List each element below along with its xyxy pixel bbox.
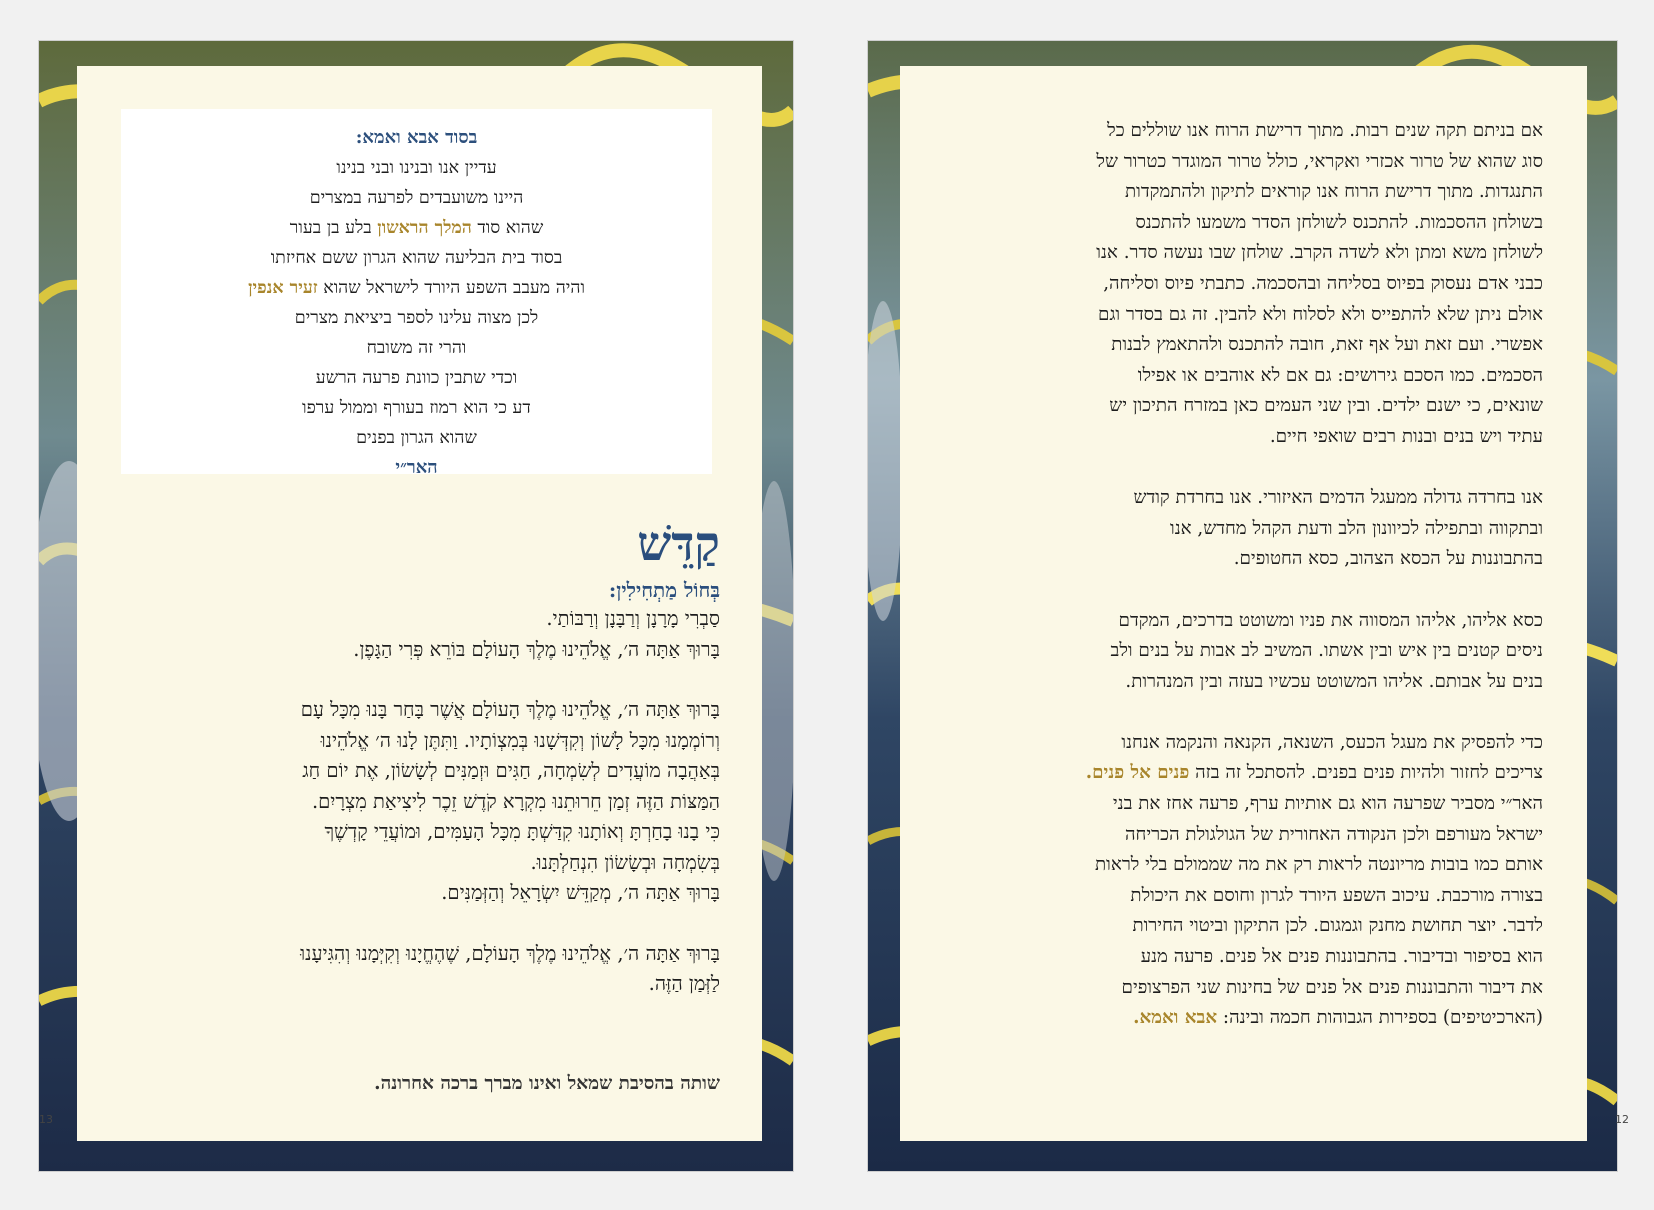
quote-line: דע כי הוא רמוז בעורף וממול ערפו — [302, 398, 531, 418]
left-page — [39, 66, 762, 1141]
essay-line: בהתבוננות על הכסא הצהוב, כסא החטופים. — [1233, 548, 1543, 570]
quote-line: היינו משועבדים לפרעה במצרים — [309, 188, 524, 208]
quote-line: וכדי שתבין כוונת פרעה הרשע — [315, 368, 518, 388]
right-page — [900, 66, 1629, 1141]
essay-line: כדי להפסיק את מעגל הכעס, השנאה, הקנאה והנקמה אנחנו — [1121, 731, 1543, 753]
essay-line: סוג שהוא של טרור אכזרי ואקראי, כולל טרור המוגדר כטרור של — [1096, 150, 1543, 172]
essay-line: לשולחן משא ומתן ולא לשדה הקרב. שולחן שבו נעשה סדר. אנו — [1096, 242, 1543, 264]
blessing-line: בָּרוּךְ אַתָּה ה׳, אֱלֹהֵינוּ מֶלֶךְ הָעוֹלָם בּוֹרֵא פְּרִי הַגָּפֶן. — [353, 637, 720, 661]
essay-line: התנגדות. מתוך דרישת הרוח אנו קוראים לתיקון ולהתמקדות — [1125, 181, 1543, 203]
quote-title: בסוד אבא ואמא: — [355, 127, 478, 148]
quote-line: לכן מצוה עלינו לספר ביציאת מצרים — [294, 308, 539, 328]
blessing-line: בְּאַהֲבָה מוֹעֲדִים לְשִׂמְחָה, חַגִּים וּזְמַנִּים לְשָׂשׂוֹן, אֶת יוֹם חַג — [302, 759, 720, 782]
essay-line: האר״י מסביר שפרעה הוא גם אותיות ערף, פרעה אחז את בני — [1112, 793, 1543, 815]
blessing-line: כִּי בָנוּ בָחַרְתָּ וְאוֹתָנוּ קִדַּשְׁתָּ מִכָּל הָעַמִּים, וּמוֹעֲדֵי קָדְשֶׁךָ — [324, 820, 720, 843]
quote-line: והיה מעבב השפע היורד לישראל שהוא זעיר אנפין — [248, 278, 585, 298]
quote-line: שהוא הגרון בפנים — [356, 428, 477, 448]
blessing-line: בָּרוּךְ אַתָּה ה׳, אֱלֹהֵינוּ מֶלֶךְ הָעוֹלָם, שֶׁהֶחֱיָנוּ וְקִיְּמָנוּ וְהִגִּיעָנוּ — [300, 941, 720, 965]
kadesh-heading: קַדֵּשׁ — [637, 516, 720, 572]
arizal-quote-box — [121, 109, 712, 478]
essay-line: בשולחן ההסכמות. להתכנס לשולחן הסדר משמעו להתכנס — [1135, 211, 1543, 233]
paragraph-gap — [110, 909, 720, 939]
quote-highlight: המלך הראשון — [377, 218, 472, 238]
essay-line: כבני אדם נעסוק בפיוס בסליחה ובהסכמה. כתבתי פיוס וסליחה, — [1103, 272, 1543, 294]
quote-signature: האר״י — [395, 457, 438, 478]
essay-line: אותם כמו בובות מריונטה לראות רק את מה שממולם בלי לראות — [1095, 854, 1543, 876]
essay-paragraph — [941, 483, 1543, 575]
essay-line: לדבר. יוצר תחושת מחנק וגמגום. לכן התיקון וביטוי החירות — [1132, 915, 1543, 937]
quote-line: שהוא סוד המלך הראשון בלע בן בעור — [289, 218, 544, 238]
quote-lines — [121, 153, 712, 453]
essay-line: אולם ניתן שלא להתפייס ולא לסלוח ולא להבין. זה גם בסדר וגם — [1097, 303, 1543, 325]
essay-line: בנים על אבותם. אליהו המשוטט עכשיו בעזה ובין המנהרות. — [1125, 670, 1543, 692]
essay-line: ובתקווה ובתפילה לכיוונון הלב ודעת הקהל מחדש, אנו — [1170, 517, 1543, 539]
essay-text — [941, 116, 1543, 1064]
page-number-left: 13 — [39, 1113, 53, 1126]
essay-line: צריכים לחזור ולהיות פנים בפנים. להסתכל זה בזה פנים אל פנים. — [1085, 762, 1543, 784]
essay-line: (הארכיטיפים) בספירות הגבוהות חכמה ובינה: אבא ואמא. — [1133, 1007, 1543, 1029]
essay-highlight: פנים אל פנים. — [1085, 762, 1190, 784]
blessing-line: בָּרוּךְ אַתָּה ה׳, אֱלֹהֵינוּ מֶלֶךְ הָעוֹלָם אֲשֶׁר בָּחַר בָּנוּ מִכָּל עָם — [300, 698, 720, 721]
blessing-line: וְרוֹמְמָנוּ מִכָּל לָשׁוֹן וְקִדְּשָׁנוּ בְּמִצְוֹתָיו. וַתִּתֶּן לָנוּ ה׳ אֱלֹהֵינוּ — [320, 728, 720, 752]
quote-line: עדיין אנו ובנינו ובני בנינו — [336, 158, 497, 178]
page-number-right: 12 — [1615, 1113, 1629, 1126]
essay-line: שונאים, כי ישנם ילדים. ובין שני העמים כאן במזרח התיכון יש — [1109, 395, 1543, 417]
essay-line: הוא בסיפור ובדיבור. בהתבוננות פנים אל פנים. פרעה מנע — [1140, 946, 1543, 968]
essay-line: את דיבור והתבוננות פנים אל פנים של בחינות שני הפרצופים — [1121, 976, 1543, 998]
kiddush-blessings — [110, 604, 720, 1000]
quote-line: והרי זה משובח — [366, 338, 467, 358]
essay-line: אנו בחרדה גדולה ממעגל הדמים האיזורי. אנו בחרדת קודש — [1133, 487, 1543, 509]
essay-paragraph — [941, 606, 1543, 698]
essay-line: בצורה מורכבת. עיכוב השפע היורד לגרון וחוסם את היכולת — [1130, 884, 1543, 906]
essay-line: כסא אליהו, אליהו המסווה את פניו ומשוטט בדרכים, המקדם — [1118, 609, 1543, 631]
blessing-line: לַזְּמַן הַזֶּה. — [648, 972, 720, 995]
essay-paragraph — [941, 116, 1543, 453]
blessing-line: הַמַּצּוֹת הַזֶּה זְמַן חֵרוּתֵנוּ מִקְרָא קֹדֶשׁ זֵכֶר לִיצִיאַת מִצְרָיִם. — [311, 789, 720, 813]
quote-line: בסוד בית הבליעה שהוא הגרון ששם אחיזתו — [270, 248, 563, 268]
essay-line: ניסים קטנים בין איש ובין אשתו. המשיב לב אבות על בנים ולב — [1110, 640, 1543, 662]
essay-line: הסכמים. כמו הסכם גירושים: גם אם לא אוהבים או אפילו — [1137, 364, 1543, 386]
essay-line: אם בניתם תקה שנים רבות. מתוך דרישת הרוח אנו שוללים כל — [1107, 120, 1543, 141]
essay-line: ישראל מעורפם ולכן הנקודה האחורית של הגולגולת הכריחה — [1125, 823, 1543, 845]
essay-highlight: אבא ואמא. — [1133, 1007, 1218, 1029]
kadesh-subheading: בְּחוֹל מַתְחִילִין: — [608, 578, 720, 602]
essay-line: עתיד ויש בנים ובנות רבים שואפי חיים. — [1269, 425, 1543, 447]
blessing-line: סַבְרִי מָרָנָן וְרַבָּנָן וְרַבּוֹתַי. — [546, 607, 720, 630]
essay-line: אפשרי. ועם זאת ועל אף זאת, חובה להתכנס ולהתאמץ לבנות — [1111, 334, 1543, 356]
drinking-instruction: שותה בהסיבת שמאל ואינו מברך ברכה אחרונה. — [374, 1073, 720, 1094]
quote-highlight: זעיר אנפין — [248, 278, 318, 298]
paragraph-gap — [110, 665, 720, 695]
blessing-line: בָּרוּךְ אַתָּה ה׳, מְקַדֵּשׁ יִשְׂרָאֵל וְהַזְּמַנִּים. — [441, 881, 720, 904]
essay-paragraph — [941, 728, 1543, 1034]
blessing-line: בְּשִׂמְחָה וּבְשָׂשׂוֹן הִנְחַלְתָּנוּ. — [530, 850, 720, 874]
